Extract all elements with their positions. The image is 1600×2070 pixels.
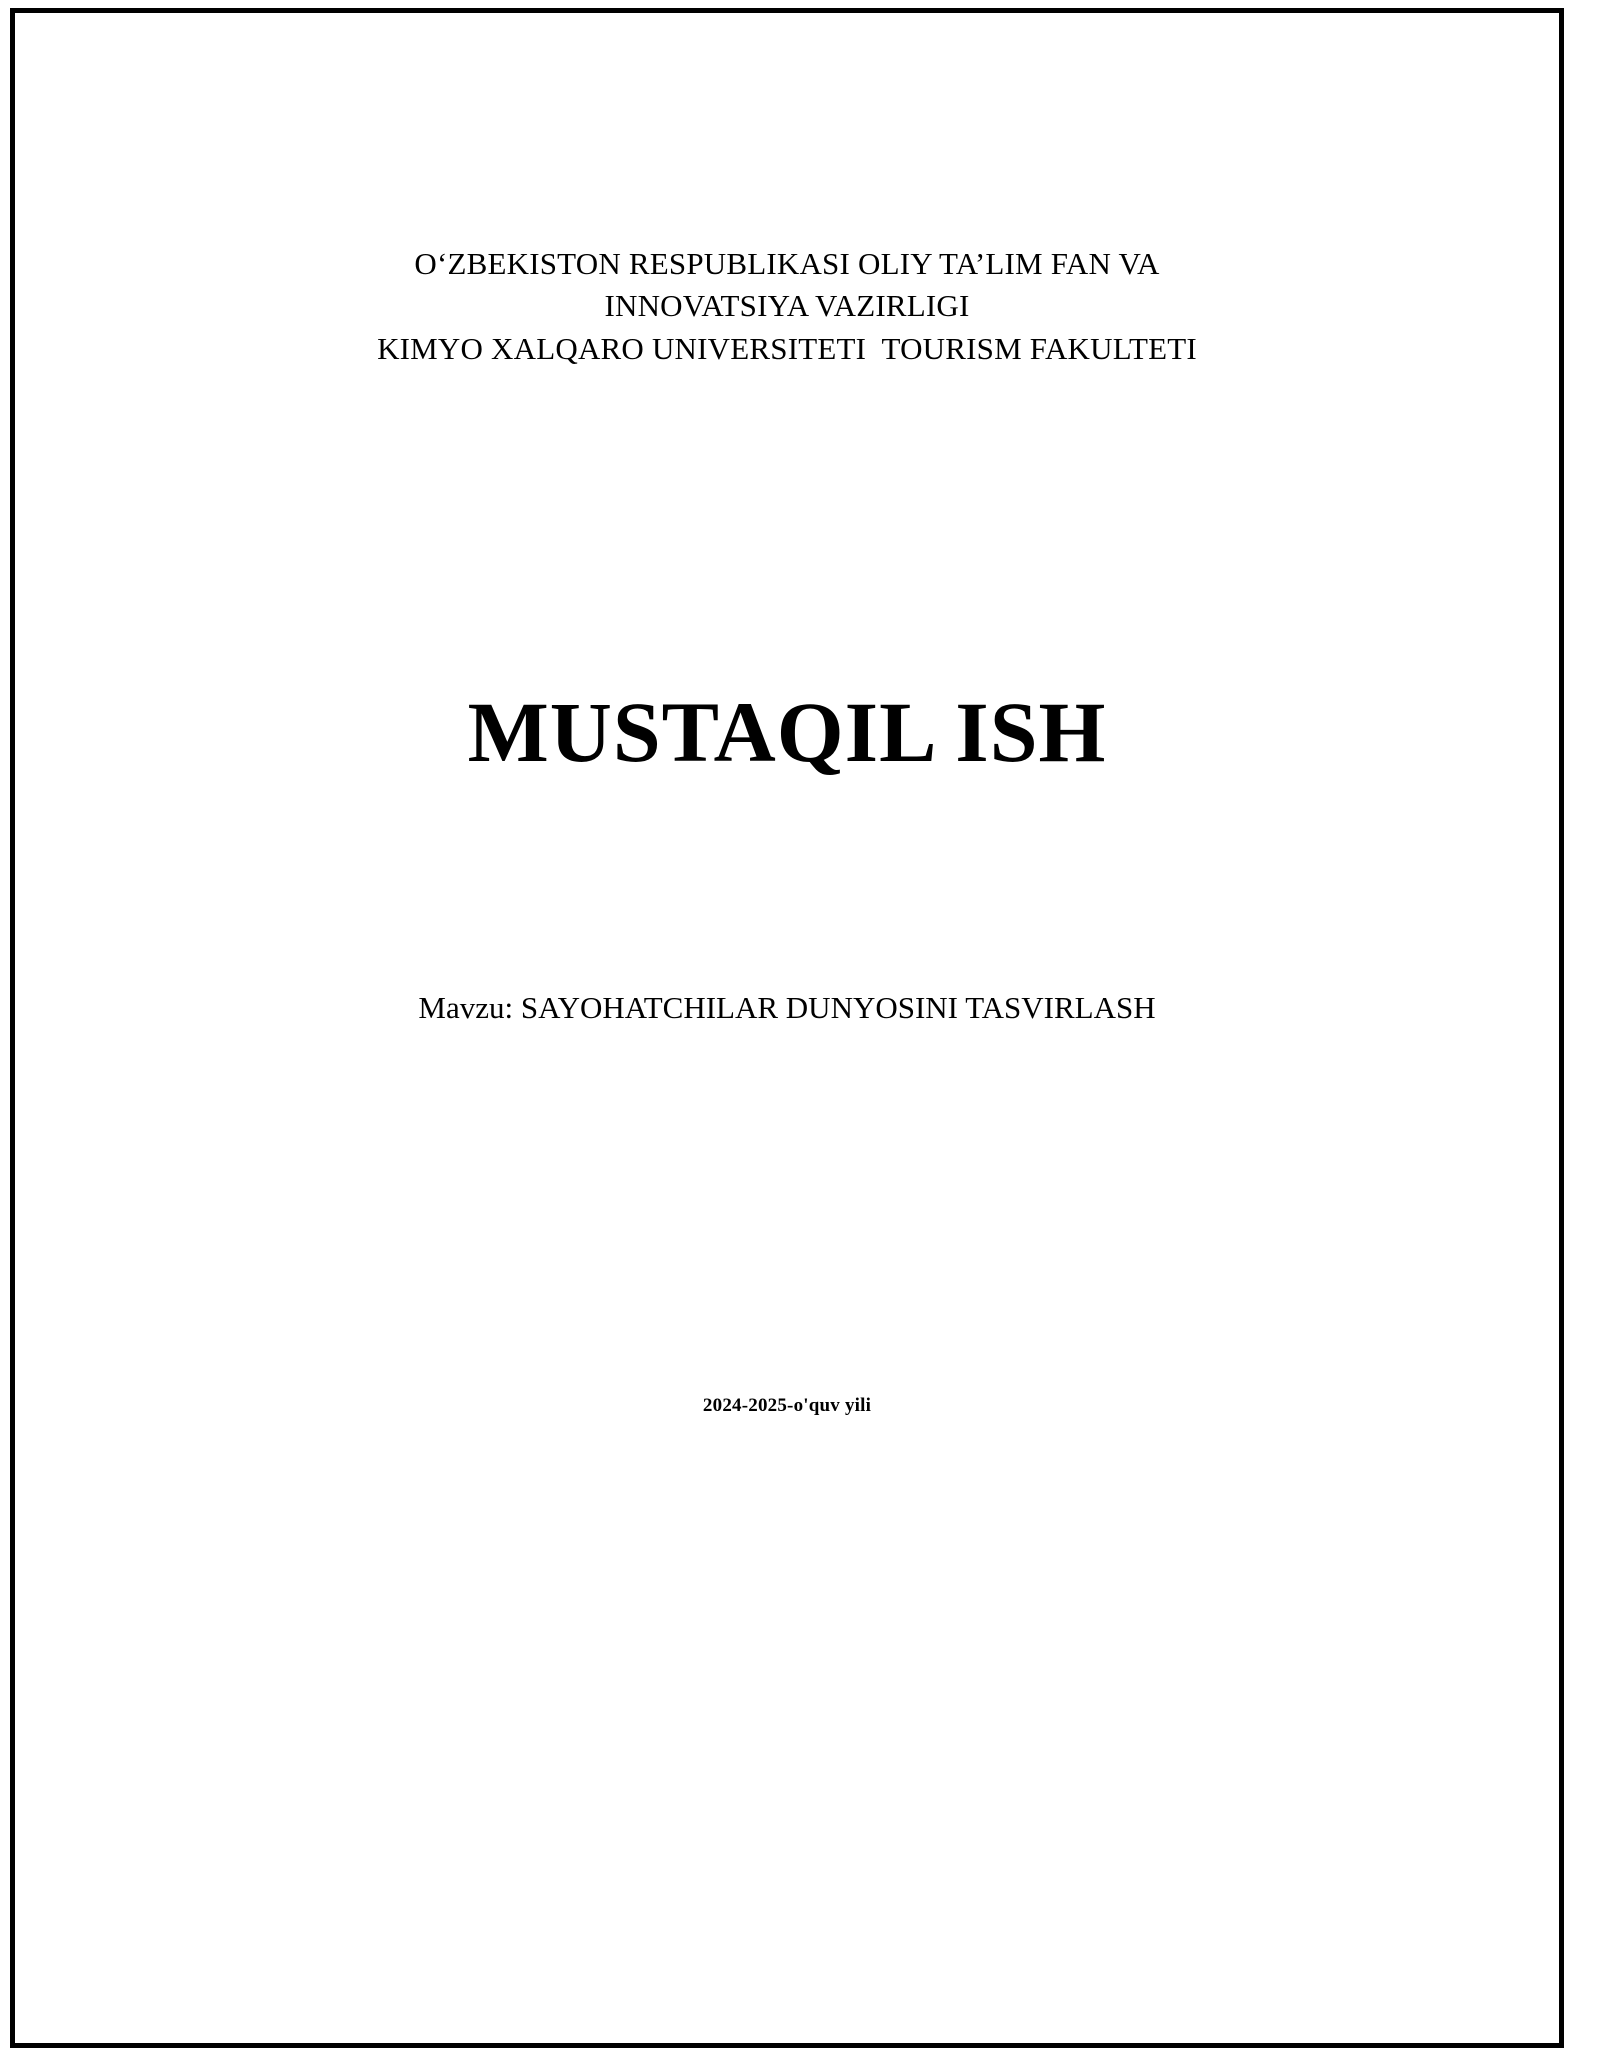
academic-year: 2024-2025-o'quv yili xyxy=(702,1395,872,1416)
subject-line xyxy=(15,988,1559,1028)
subject-value: SAYOHATCHILAR DUNYOSINI TASVIRLASH xyxy=(520,990,1156,1025)
document-page xyxy=(15,13,1559,2043)
organization-line-3: KIMYO XALQARO UNIVERSITETI TOURISM FAKULTETI xyxy=(377,330,1197,366)
organization-line-1: O‘ZBEKISTON RESPUBLIKASI OLIY TA’LIM FAN VA xyxy=(414,246,1160,281)
document-page-border xyxy=(10,8,1564,2048)
organization-line-2: INNOVATSIYA VAZIRLIGI xyxy=(604,288,970,324)
subject-label: Mavzu: xyxy=(418,990,521,1025)
organization-header xyxy=(15,243,1559,370)
page-title: MUSTAQIL ISH xyxy=(467,684,1107,780)
